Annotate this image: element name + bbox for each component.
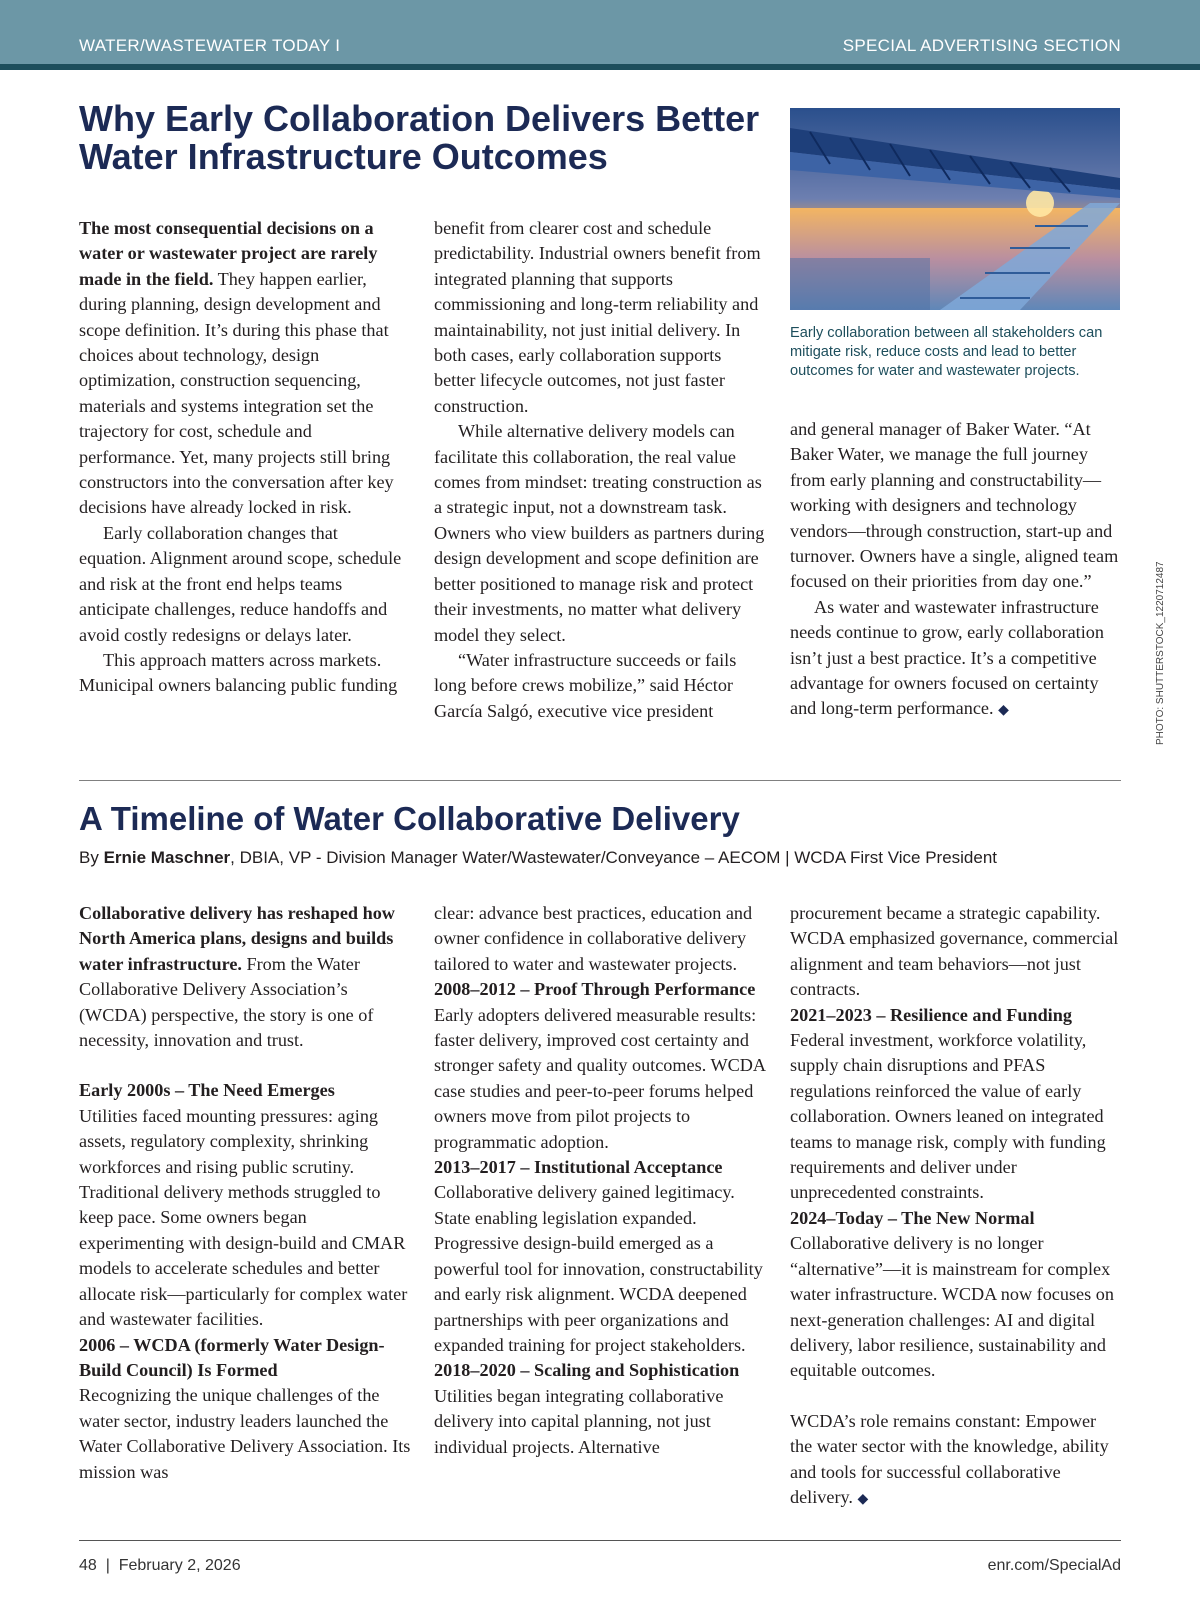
article2-intro: From the Water Collaborative Delivery Association’s (WCDA) perspective, the story is one of necessity, innovation and trust. [79, 953, 374, 1051]
timeline-text-2024: Collaborative delivery is no longer “alternative”—it is mainstream for complex water infrastructure. WCDA now focuses on next-generation challenges: AI and digital delivery, labor resilience, sustainability and equitable outcomes. [790, 1233, 1114, 1381]
timeline-text-2008: Early adopters delivered measurable results: faster delivery, improved cost certainty and stronger safety and quality outcomes. WCDA case studies and peer-to-peer forums helped owners move from pilot projects to programmatic adoption. [434, 1004, 766, 1152]
article2-column-2 [434, 901, 769, 1460]
timeline-text-2013: Collaborative delivery gained legitimacy. State enabling legislation expanded. Progressive design-build emerged as a powerful tool for innovation, constructability and early risk alignment. WCDA deepened partnerships with peer organizations and expanded training for project stakeholders. [434, 1182, 763, 1355]
byline-by: By [79, 848, 104, 867]
timeline-text-2006-continued: clear: advance best practices, education and owner confidence in collaborative delivery tailored to water and wastewater projects. [434, 903, 753, 974]
timeline-text-2018: Utilities began integrating collaborative delivery into capital planning, not just individual projects. Alternative [434, 1385, 724, 1457]
byline-role: , DBIA, VP - Division Manager Water/Wastewater/Conveyance – AECOM | WCDA First Vice President [230, 848, 998, 867]
photo-credit: PHOTO: SHUTTERSTOCK_1220712487 [1155, 561, 1166, 745]
article1-p1: They happen earlier, during planning, design development and scope definition. It’s during this phase that choices about technology, design optimization, construction sequencing, materials and systems integration set the trajectory for cost, schedule and performance. Yet, many projects still bring constructors into the conversation after key decisions have already locked in risk. [79, 268, 394, 518]
article1-p5-continued: and general manager of Baker Water. “At Baker Water, we manage the full journey from early planning and constructability—working with designers and technology vendors—through construction, start-up and turnover. Owners have a single, aligned team focused on their priorities from day one.” [790, 419, 1119, 592]
timeline-text-2018-continued: procurement became a strategic capability. WCDA emphasized governance, commercial alignment and team behaviors—not just contracts. [790, 903, 1119, 1000]
article2-column-1 [79, 901, 411, 1485]
section-divider [79, 780, 1121, 781]
footer-url: enr.com/SpecialAd [987, 1557, 1121, 1574]
article1-title-line2: Water Infrastructure Outcomes [79, 136, 608, 177]
footer-rule [79, 1540, 1121, 1541]
article1-p5: “Water infrastructure succeeds or fails long before crews mobilize,” said Héctor García Salgó, executive vice president [434, 649, 737, 721]
article1-column-2 [434, 216, 766, 724]
timeline-heading-2008: 2008–2012 – Proof Through Performance [434, 979, 756, 1000]
end-diamond-icon-2: ◆ [857, 1491, 869, 1507]
article1-p3-continued: benefit from clearer cost and schedule predictability. Industrial owners benefit from integrated planning that supports commissioning and long-term reliability and maintainability, not just initial delivery. In both cases, early collaboration supports better lifecycle outcomes, not just faster construction. [434, 218, 761, 416]
page-number-date: 48 | February 2, 2026 [79, 1557, 241, 1574]
article1-p2: Early collaboration changes that equation. Alignment around scope, schedule and risk at the front end helps teams anticipate challenges, reduce handoffs and avoid costly redesigns or delays later. [79, 522, 402, 645]
article1-title [79, 100, 759, 176]
timeline-text-2000s: Utilities faced mounting pressures: aging assets, regulatory complexity, shrinking workforces and rising public scrutiny. Traditional delivery methods struggled to keep pace. Some owners began experimenting with design-build and CMAR models to accelerate schedules and better allocate risk—particularly for complex water and wastewater facilities. [79, 1105, 408, 1330]
byline-author: Ernie Maschner [103, 848, 231, 867]
water-treatment-photo [790, 108, 1120, 310]
article2-title: A Timeline of Water Collaborative Delivery [79, 800, 740, 837]
advertising-label: SPECIAL ADVERTISING SECTION [842, 36, 1121, 55]
timeline-heading-2006: 2006 – WCDA (formerly Water Design-Build Council) Is Formed [79, 1334, 385, 1380]
timeline-heading-2024: 2024–Today – The New Normal [790, 1207, 1035, 1228]
article1-column-1 [79, 216, 409, 699]
article1-title-line1: Why Early Collaboration Delivers Better [79, 98, 760, 139]
timeline-heading-2018: 2018–2020 – Scaling and Sophistication [434, 1360, 740, 1381]
article1-lead: The most consequential decisions on a water or wastewater project are rarely made in the field. [79, 218, 378, 289]
article2-lead: Collaborative delivery has reshaped how North America plans, designs and builds water infrastructure. [79, 903, 395, 974]
photo-caption: Early collaboration between all stakeholders can mitigate risk, reduce costs and lead to better outcomes for water and wastewater projects. [790, 325, 1103, 379]
article1-p4: While alternative delivery models can facilitate this collaboration, the real value comes from mindset: treating construction as a strategic input, not a downstream task. Owners who view builders as partners during design development and scope definition are better positioned to manage risk and protect their investments, no matter what delivery model they select. [434, 421, 765, 645]
timeline-text-2006: Recognizing the unique challenges of the water sector, industry leaders launched the Water Collaborative Delivery Association. Its mission was [79, 1385, 411, 1482]
article1-p3: This approach matters across markets. Municipal owners balancing public funding [79, 649, 398, 696]
closing-statement: WCDA’s role remains constant: Empower the water sector with the knowledge, ability and tools for successful collaborative delivery. [790, 1410, 1109, 1507]
header-rule [0, 64, 1200, 70]
byline [79, 848, 997, 868]
timeline-heading-2021: 2021–2023 – Resilience and Funding [790, 1004, 1072, 1025]
article1-p6: As water and wastewater infrastructure needs continue to grow, early collaboration isn’t just a best practice. It’s a competitive advantage for owners focused on certainty and long-term performance. [790, 596, 1104, 719]
timeline-text-2021: Federal investment, workforce volatility, supply chain disruptions and PFAS regulations reinforced the value of early collaboration. Owners leaned on integrated teams to manage risk, comply with funding requirements and deliver under unprecedented constraints. [790, 1030, 1106, 1203]
article2-column-3 [790, 901, 1122, 1512]
timeline-heading-2013: 2013–2017 – Institutional Acceptance [434, 1157, 723, 1178]
article1-column-3 [790, 417, 1122, 724]
timeline-heading-2000s: Early 2000s – The Need Emerges [79, 1080, 335, 1101]
section-label: WATER/WASTEWATER TODAY I [79, 36, 341, 55]
end-diamond-icon: ◆ [998, 703, 1009, 719]
